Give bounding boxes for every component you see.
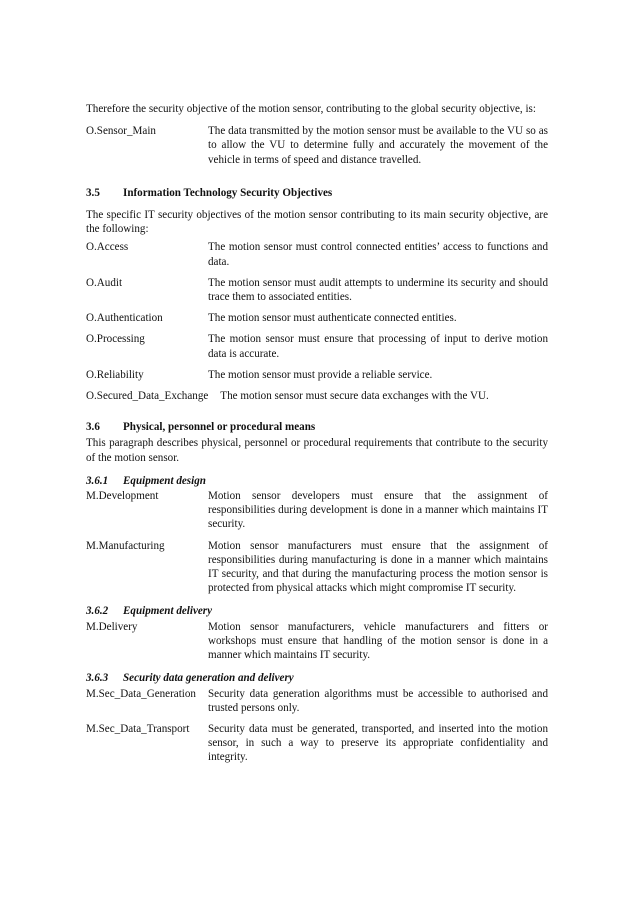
section-3-6-3-heading <box>86 671 548 685</box>
measure-text: Motion sensor manufacturers must ensure that the assignment of responsibilities during manufacturing is done in a manner which maintains IT security, and that during the manufacturing process the motion sensor is protected from physical attacks which might compromise IT security. <box>208 539 548 595</box>
measure-code: M.Development <box>86 490 159 503</box>
measure-code: M.Sec_Data_Transport <box>86 722 190 735</box>
measure-text: Motion sensor developers must ensure that the assignment of responsibilities during development is done in a manner which maintains IT security. <box>208 490 548 531</box>
objective-code: O.Sensor_Main <box>86 125 156 138</box>
section-title: Information Technology Security Objectives <box>123 186 333 199</box>
objective-access <box>86 240 548 268</box>
section-3-5-intro: The specific IT security objectives of the motion sensor contributing to its main security objective, are the following: <box>86 209 548 236</box>
document-page <box>86 102 548 772</box>
section-number: 3.5 <box>86 186 100 199</box>
objective-secured-data-exchange <box>86 389 548 403</box>
objective-sensor-main <box>86 124 548 167</box>
section-number: 3.6.3 <box>86 672 109 685</box>
measure-text: Motion sensor manufacturers, vehicle manufacturers and fitters or workshops must ensure that handling of the motion sensor is done in a manner which maintains IT security. <box>208 620 548 662</box>
measure-delivery <box>86 620 548 663</box>
intro-paragraph: Therefore the security objective of the motion sensor, contributing to the global security objective, is: <box>86 103 536 115</box>
objective-text: The motion sensor must audit attempts to undermine its security and should trace them to associated entities. <box>208 276 548 304</box>
section-3-6-intro: This paragraph describes physical, personnel or procedural requirements that contribute to the security of the motion sensor. <box>86 437 548 464</box>
objective-text: The motion sensor must authenticate connected entities. <box>208 312 457 325</box>
objective-text: The motion sensor must provide a reliable service. <box>208 368 433 381</box>
section-title: Security data generation and delivery <box>123 672 294 685</box>
section-number: 3.6.2 <box>86 605 109 618</box>
section-3-5-heading <box>86 186 548 200</box>
objective-code: O.Audit <box>86 276 123 289</box>
measure-sec-data-generation <box>86 687 548 715</box>
objective-text: The motion sensor must secure data exchanges with the VU. <box>220 390 489 403</box>
measure-code: M.Sec_Data_Generation <box>86 687 196 700</box>
measure-text: Security data must be generated, transported, and inserted into the motion sensor, in such a way to preserve its appropriate confidentiality and integrity. <box>208 722 548 764</box>
objective-text: The motion sensor must ensure that processing of input to derive motion data is accurate. <box>208 333 548 360</box>
section-title: Physical, personnel or procedural means <box>123 421 316 434</box>
objective-audit <box>86 276 548 304</box>
section-number: 3.6.1 <box>86 474 109 487</box>
objective-text: The motion sensor must control connected entities’ access to functions and data. <box>208 241 548 268</box>
measure-code: M.Delivery <box>86 620 138 633</box>
section-title: Equipment delivery <box>123 605 213 618</box>
objective-code: O.Authentication <box>86 312 163 325</box>
objective-code: O.Access <box>86 241 129 254</box>
objective-code: O.Reliability <box>86 368 144 381</box>
section-number: 3.6 <box>86 421 100 434</box>
objective-authentication <box>86 311 548 325</box>
objective-code: O.Secured_Data_Exchange <box>86 390 209 403</box>
section-title: Equipment design <box>123 474 206 487</box>
objective-code: O.Processing <box>86 333 145 346</box>
measure-code: M.Manufacturing <box>86 539 165 552</box>
measure-sec-data-transport <box>86 722 548 765</box>
measure-text: Security data generation algorithms must be accessible to authorised and trusted persons only. <box>208 687 548 714</box>
objective-processing <box>86 332 548 360</box>
measure-manufacturing <box>86 539 548 596</box>
objective-text: The data transmitted by the motion sensor must be available to the VU so as to allow the VU to determine fully and accurately the movement of the vehicle in terms of speed and distance travelled. <box>208 125 548 166</box>
objective-reliability <box>86 368 548 382</box>
section-3-6-2-heading <box>86 604 548 618</box>
section-3-6-heading <box>86 420 548 434</box>
measure-development <box>86 489 548 532</box>
section-3-6-1-heading <box>86 474 548 488</box>
